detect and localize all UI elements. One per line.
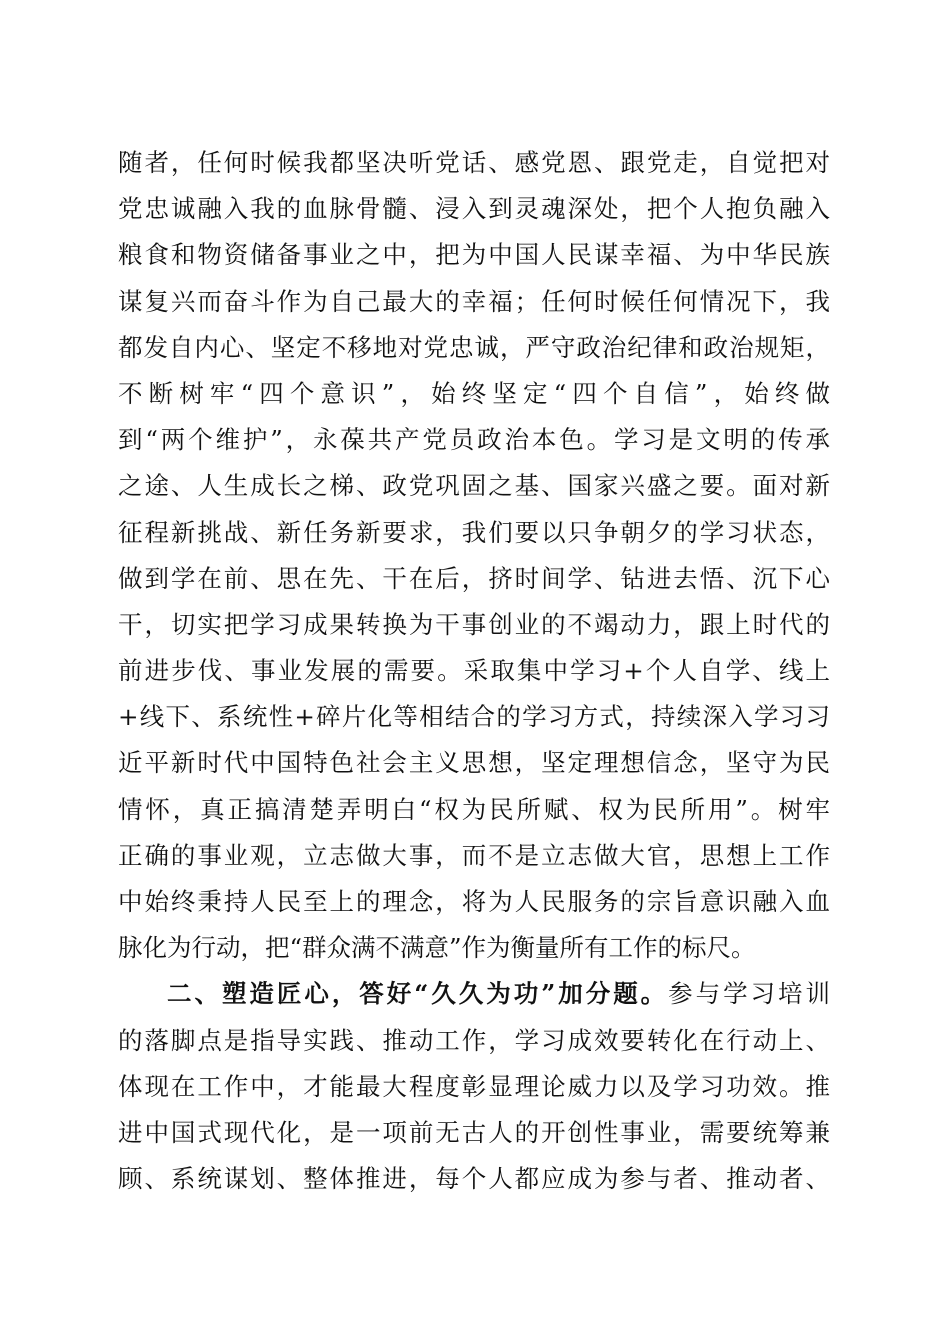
text-line: 谋复兴而奋斗作为自己最大的幸福；任何时候任何情况下，我 bbox=[118, 286, 830, 316]
text-line: 到“两个维护”，永葆共产党员政治本色。学习是文明的传承 bbox=[118, 425, 830, 455]
body-text bbox=[118, 140, 830, 1202]
text-line: 进中国式现代化，是一项前无古人的开创性事业，需要统筹兼 bbox=[118, 1117, 830, 1147]
text-line: 近平新时代中国特色社会主义思想，坚定理想信念，坚守为民 bbox=[118, 748, 830, 778]
text-line: 中始终秉持人民至上的理念，将为人民服务的宗旨意识融入血 bbox=[118, 887, 830, 916]
text-line: 粮食和物资储备事业之中，把为中国人民谋幸福、为中华民族 bbox=[118, 240, 830, 270]
text-line: 随者，任何时候我都坚决听党话、感党恩、跟党走，自觉把对 bbox=[118, 148, 830, 177]
section-heading: 二、塑造匠心，答好“久久为功”加分题。 bbox=[167, 979, 669, 1009]
text-line: 前进步伐、事业发展的需要。采取集中学习+个人自学、线上 bbox=[118, 656, 830, 686]
paragraph-2 bbox=[118, 971, 830, 1202]
text-line: 体现在工作中，才能最大程度彰显理论威力以及学习功效。推 bbox=[118, 1071, 830, 1101]
text-line: 征程新挑战、新任务新要求，我们要以只争朝夕的学习状态， bbox=[118, 517, 830, 547]
text-line: 之途、人生成长之梯、政党巩固之基、国家兴盛之要。面对新 bbox=[118, 471, 830, 501]
paragraph-1 bbox=[118, 140, 830, 971]
text-line: 不断树牢“四个意识”，始终坚定“四个自信”，始终做 bbox=[118, 378, 830, 408]
text-line: +线下、系统性+碎片化等相结合的学习方式，持续深入学习习 bbox=[118, 702, 830, 732]
text-line: 情怀，真正搞清楚弄明白“权为民所赋、权为民所用”。树牢 bbox=[118, 794, 830, 824]
text-line: 做到学在前、思在先、干在后，挤时间学、钻进去悟、沉下心 bbox=[118, 563, 830, 593]
heading-line bbox=[118, 971, 830, 1017]
text-line: 顾、系统谋划、整体推进，每个人都应成为参与者、推动者、 bbox=[118, 1164, 830, 1194]
heading-line-rest: 参与学习培训 bbox=[668, 979, 830, 1009]
text-line: 正确的事业观，立志做大事，而不是立志做大官，思想上工作 bbox=[118, 840, 830, 870]
text-line: 脉化为行动，把“群众满不满意”作为衡量所有工作的标尺。 bbox=[118, 933, 756, 963]
text-line: 干，切实把学习成果转换为干事创业的不竭动力，跟上时代的 bbox=[118, 609, 830, 639]
text-line: 都发自内心、坚定不移地对党忠诚，严守政治纪律和政治规矩， bbox=[118, 332, 830, 362]
text-line: 党忠诚融入我的血脉骨髓、浸入到灵魂深处，把个人抱负融入 bbox=[118, 194, 830, 224]
text-line: 的落脚点是指导实践、推动工作，学习成效要转化在行动上、 bbox=[118, 1025, 830, 1055]
